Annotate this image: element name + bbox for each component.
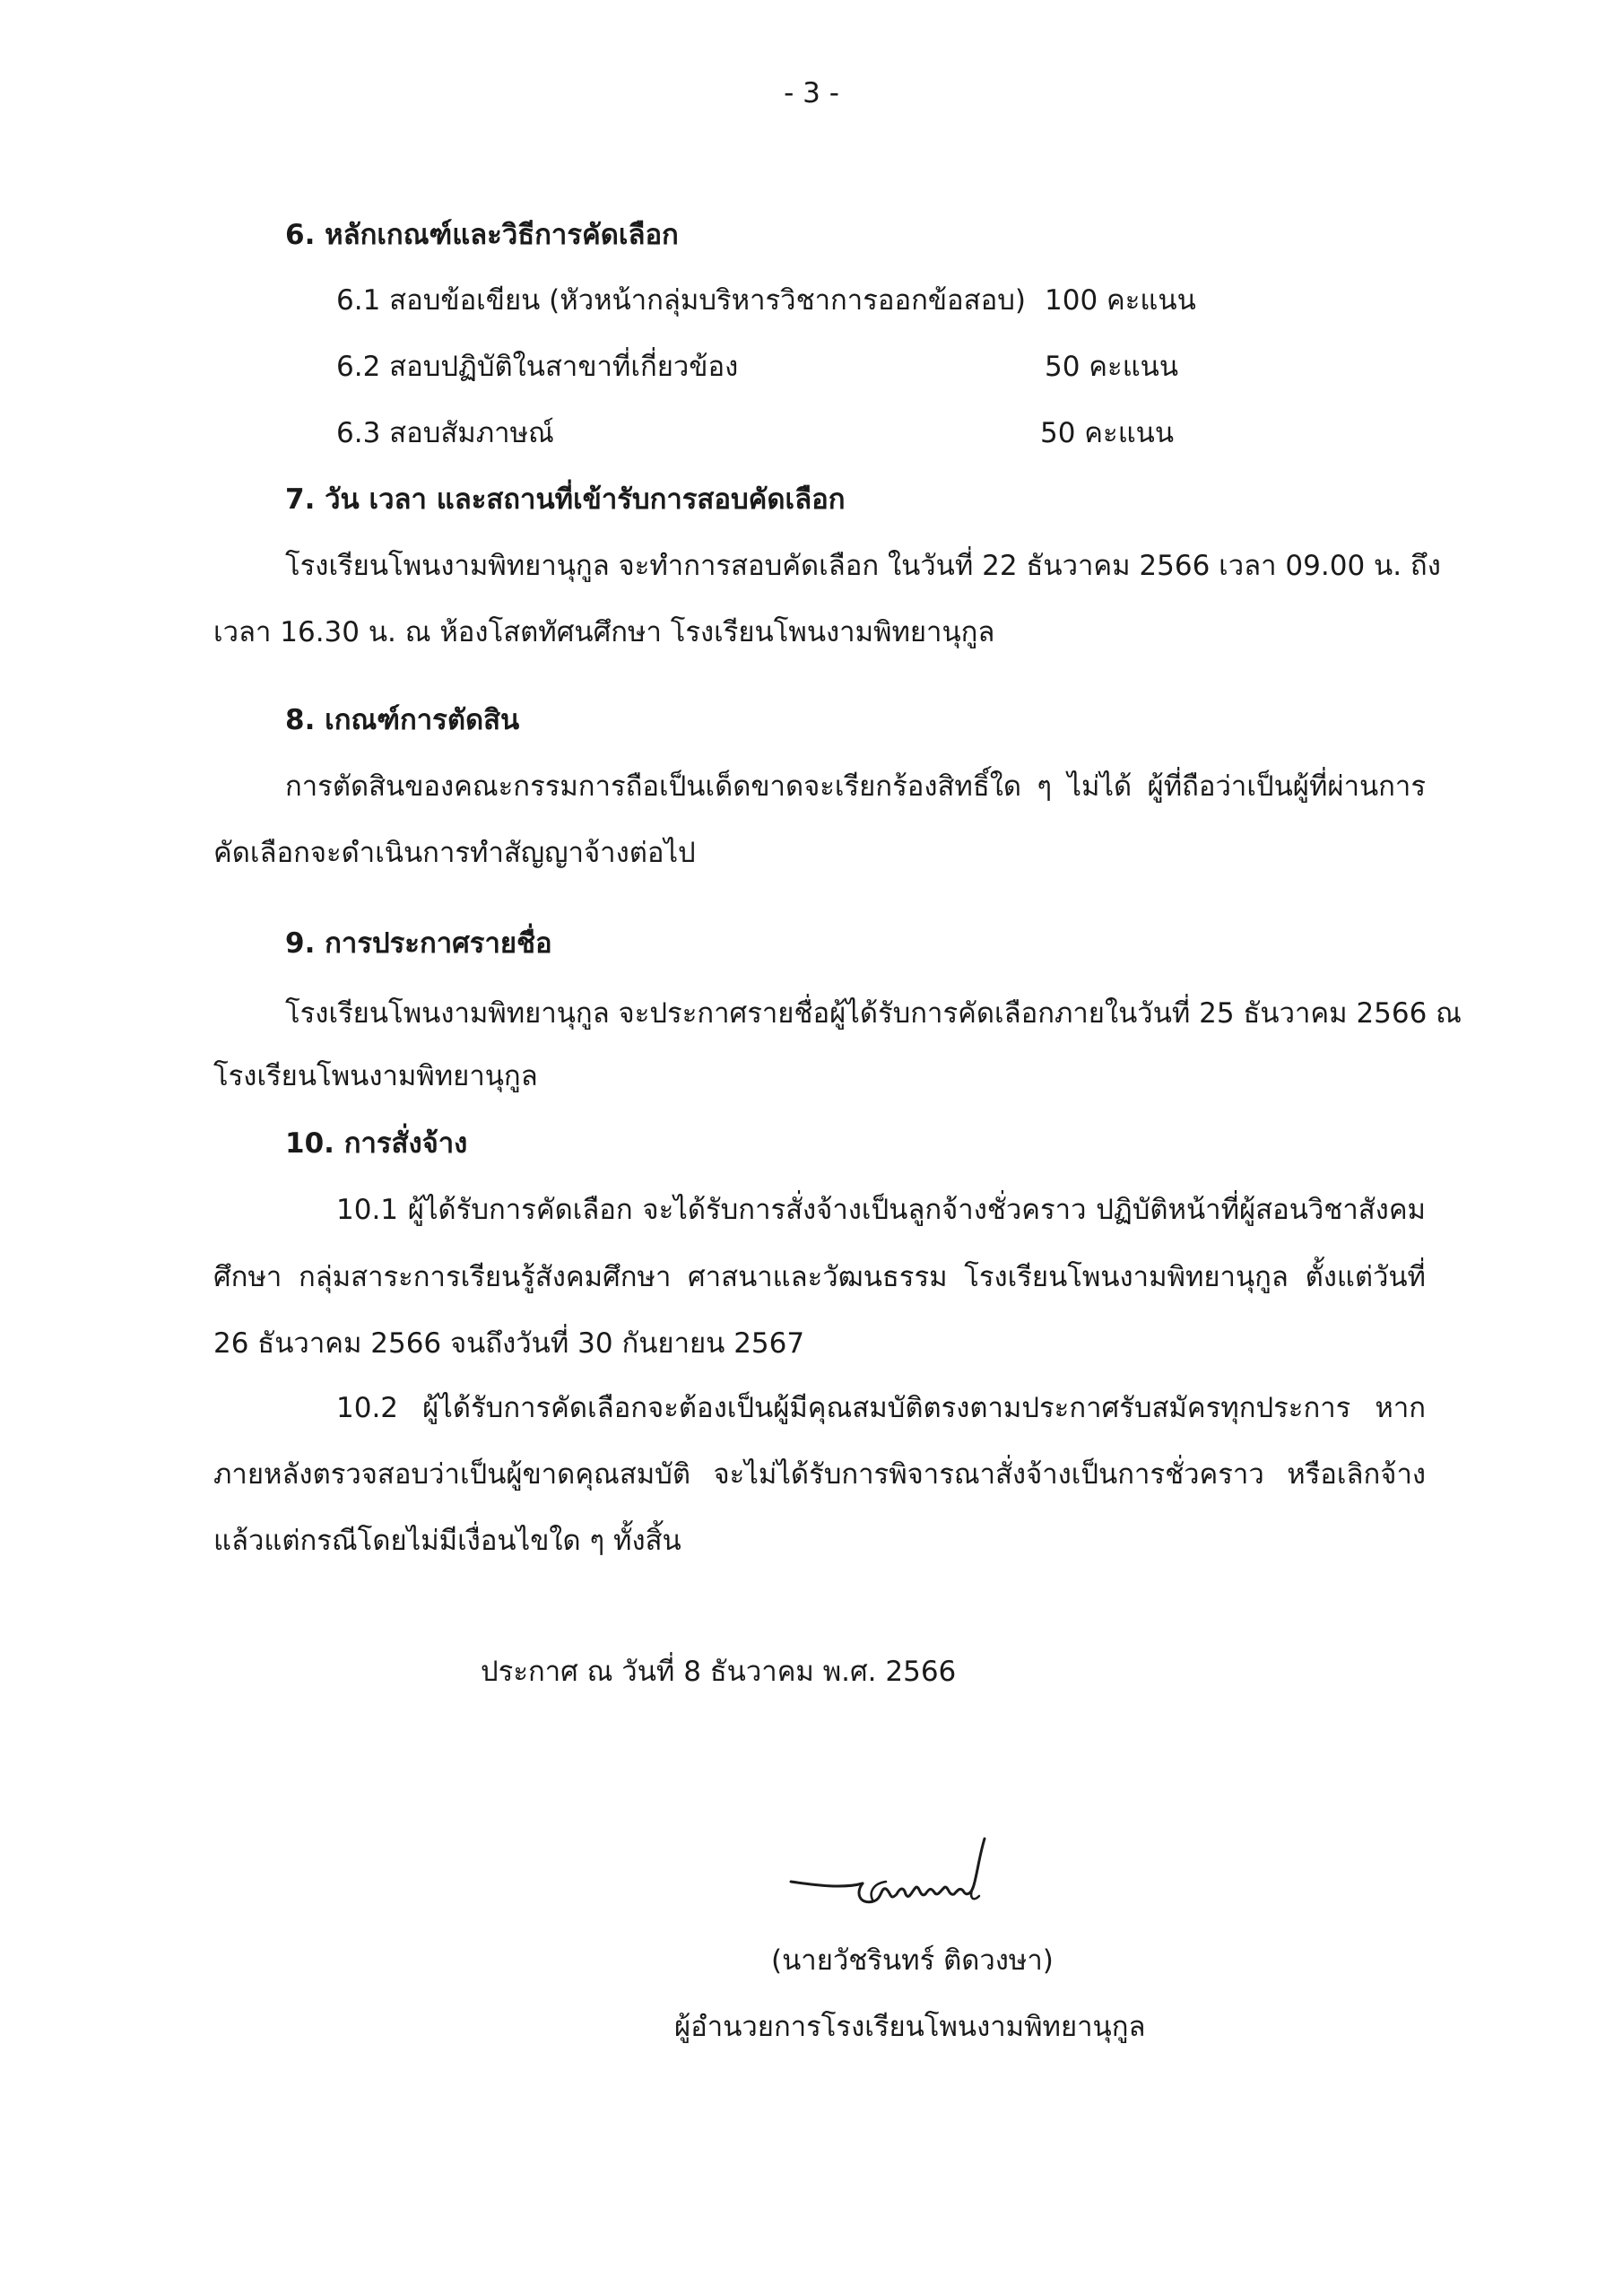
page-number: - 3 - bbox=[784, 77, 839, 109]
signature-image bbox=[780, 1830, 1013, 1910]
section-8-heading: 8. เกณฑ์การตัดสิน bbox=[285, 704, 520, 736]
section-8-line-2: คัดเลือกจะดำเนินการทำสัญญาจ้างต่อไป bbox=[213, 837, 696, 869]
announcement-date: ประกาศ ณ วันที่ 8 ธันวาคม พ.ศ. 2566 bbox=[481, 1656, 957, 1688]
criteria-6-2-label: 6.2 สอบปฏิบัติในสาขาที่เกี่ยวข้อง bbox=[336, 351, 739, 383]
section-7-heading: 7. วัน เวลา และสถานที่เข้ารับการสอบคัดเลือก bbox=[285, 483, 846, 516]
signer-position: ผู้อำนวยการโรงเรียนโพนงามพิทยานุกูล bbox=[674, 2011, 1146, 2043]
section-9-line-2: โรงเรียนโพนงามพิทยานุกูล bbox=[213, 1060, 538, 1092]
section-10-2-line-1: 10.2 ผู้ได้รับการคัดเลือกจะต้องเป็นผู้มีคุณสมบัติตรงตามประกาศรับสมัครทุกประการ หาก bbox=[336, 1392, 1426, 1424]
criteria-6-3-score: 50 คะแนน bbox=[1040, 417, 1175, 449]
signer-name: (นายวัชรินทร์ ติดวงษา) bbox=[771, 1944, 1054, 1977]
section-10-1-line-1: 10.1 ผู้ได้รับการคัดเลือก จะได้รับการสั่งจ้างเป็นลูกจ้างชั่วคราว ปฏิบัติหน้าที่ผู้สอนวิชาสังคม bbox=[336, 1194, 1426, 1226]
section-7-line-2: เวลา 16.30 น. ณ ห้องโสตทัศนศึกษา โรงเรียนโพนงามพิทยานุกูล bbox=[213, 616, 995, 648]
section-10-heading: 10. การสั่งจ้าง bbox=[285, 1127, 468, 1160]
section-10-1-line-3: 26 ธันวาคม 2566 จนถึงวันที่ 30 กันยายน 2567 bbox=[213, 1327, 805, 1360]
section-8-line-1: การตัดสินของคณะกรรมการถือเป็นเด็ดขาดจะเรียกร้องสิทธิ์ใด ๆ ไม่ได้ ผู้ที่ถือว่าเป็นผู้ที่ผ่านการ bbox=[285, 770, 1426, 803]
section-10-2-line-3: แล้วแต่กรณีโดยไม่มีเงื่อนไขใด ๆ ทั้งสิ้น bbox=[213, 1525, 681, 1557]
section-10-1-line-2: ศึกษา กลุ่มสาระการเรียนรู้สังคมศึกษา ศาสนาและวัฒนธรรม โรงเรียนโพนงามพิทยานุกูล ตั้งแต่วันที่ bbox=[213, 1261, 1426, 1293]
section-7-line-1: โรงเรียนโพนงามพิทยานุกูล จะทำการสอบคัดเลือก ในวันที่ 22 ธันวาคม 2566 เวลา 09.00 น. ถึง bbox=[285, 550, 1441, 582]
section-9-heading: 9. การประกาศรายชื่อ bbox=[285, 927, 552, 960]
criteria-6-2-score: 50 คะแนน bbox=[1045, 351, 1179, 383]
section-9-line-1: โรงเรียนโพนงามพิทยานุกูล จะประกาศรายชื่อผู้ได้รับการคัดเลือกภายในวันที่ 25 ธันวาคม 2566 ณ bbox=[285, 997, 1462, 1030]
section-10-2-line-2: ภายหลังตรวจสอบว่าเป็นผู้ขาดคุณสมบัติ จะไม่ได้รับการพิจารณาสั่งจ้างเป็นการชั่วคราว หรือเลิกจ้าง bbox=[213, 1458, 1426, 1491]
section-6-heading: 6. หลักเกณฑ์และวิธีการคัดเลือก bbox=[285, 219, 679, 251]
criteria-6-1-score: 100 คะแนน bbox=[1045, 284, 1196, 317]
criteria-6-3-label: 6.3 สอบสัมภาษณ์ bbox=[336, 417, 554, 449]
criteria-6-1-label: 6.1 สอบข้อเขียน (หัวหน้ากลุ่มบริหารวิชาการออกข้อสอบ) bbox=[336, 284, 1026, 317]
